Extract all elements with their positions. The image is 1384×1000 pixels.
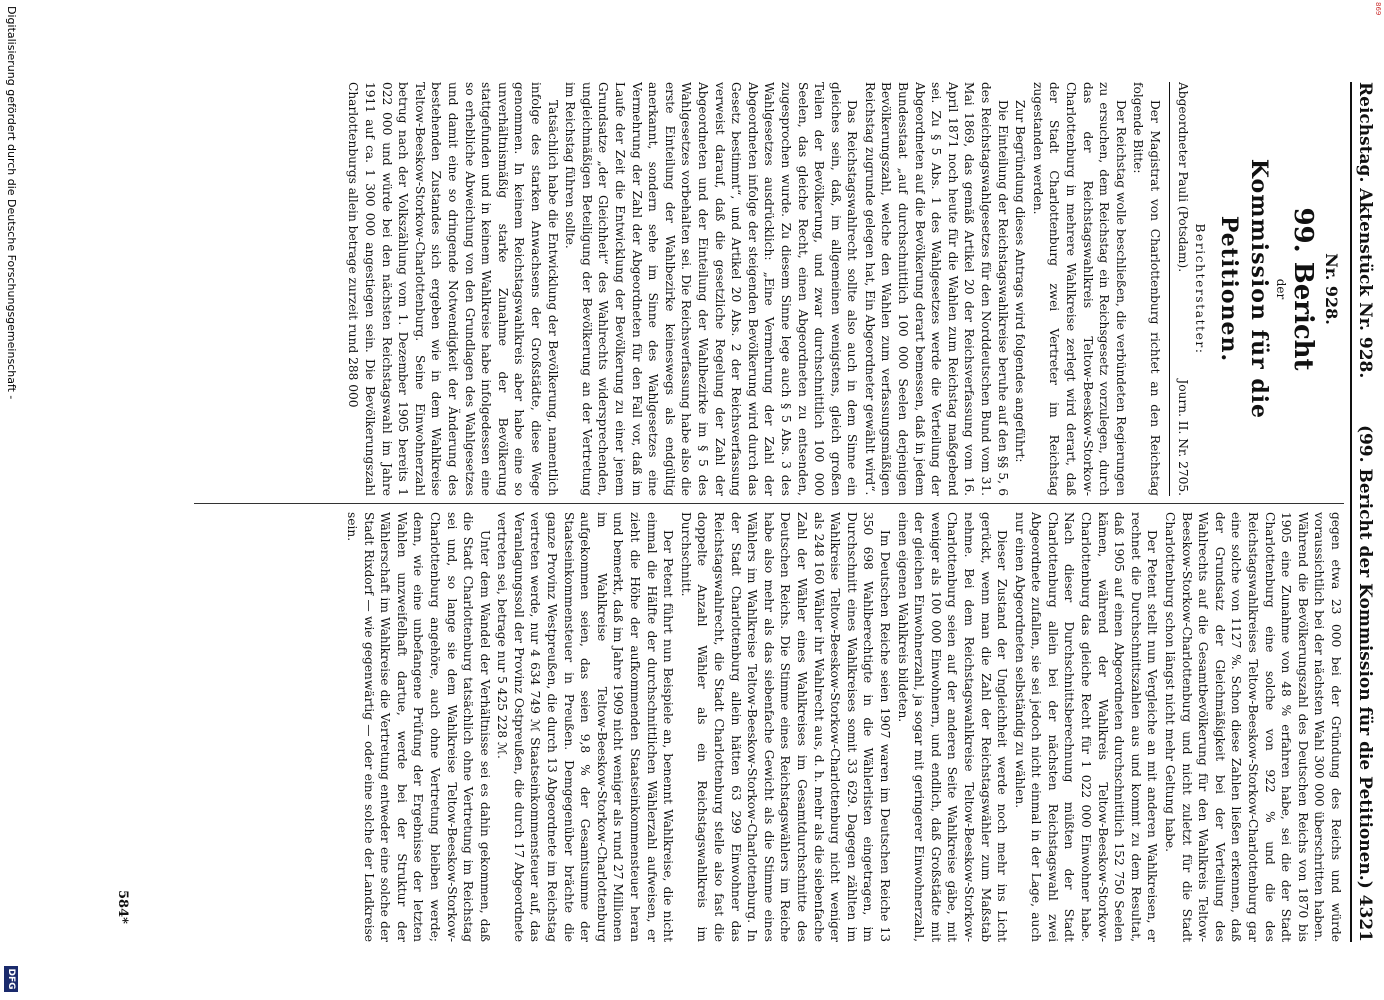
running-header <box>1350 82 1378 942</box>
reporter-label: Berichterstatter: <box>1193 223 1207 355</box>
report-title: 99. Bericht <box>1288 207 1318 371</box>
right-paragraph-5: Der Petent führt nun Beispiele an, benennt Wahlkreise, die nicht einmal die Hälfte der durchschnittlichen Wählerzahl aufweisen, er zieht die Höhe der aufkommenden Staatseinkommensteuer heran und bemerkt, daß im Jahre 1909 nicht weniger als rund 27 Millionen im Wahlkreise Teltow-Beeskow-Storkow-Charlottenburg aufgekommen seien, das seien 9,8 % der Gesamtsumme der Staatseinkommensteuer in Preußen. Demgegenüber brächte die ganze Provinz Westpreußen, die durch 13 Abgeordnete im Reichstag vertreten werde, nur 4 634 749 ℳ Staatseinkommensteuer auf, das Veranlagungssoll der Provinz Ostpreußen, die durch 17 Abgeordnete vertreten sei, betrage nur 5 425 228 ℳ. <box>495 512 676 942</box>
header-left: Reichstag. Aktenstück Nr. 928. <box>1355 82 1375 379</box>
left-paragraph-4: Die Einteilung der Reichstagswahlkreise beruhe auf den §§ 5, 6 des Reichstagswahlgesetzes für den Norddeutschen Bund vom 31. Mai 1869, das gemäß Artikel 20 der Reichsverfassung vom 16. April 1871 noch heute für die Wahlen zum Reichstag maßgebend sei. Zu § 5 Abs. 1 des Wahlgesetzes werde die Verteilung der Abgeordneten auf die Bevölkerung derart bemessen, daß in jedem Bundesstaat „auf durchschnittlich 100 000 Seelen derjenigen Bevölkerungszahl, welche den Wahlen zum verfassungsmäßigen Reichstag zugrunde gelegen hat, Ein Abgeordneter gewählt wird“. <box>862 82 1010 496</box>
right-paragraph-3: Dieser Zustand der Ungleichheit werde noch mehr ins Licht gerückt, wenn man die Zahl der Reichstagswähler zum Maßstab nehme. Bei dem Reichstagswahlkreise Teltow-Beeskow-Storkow-Charlottenburg seien auf der anderen Seite Wahlkreise gäbe, mit weniger als 100 000 Einwohnern, und endlich, daß Großstädte mit der gleichen Einwohnerzahl, ja sogar mit geringerer Einwohnerzahl, einen eigenen Wahlkreis bildeten. <box>895 512 1010 942</box>
left-paragraph-5: Das Reichstagswahlrecht sollte also auch in dem Sinne ein gleiches sein, daß, im allgemeinen wenigstens, gleich großen Teilen der Bevölkerung, und zwar durchschnittlich 100 000 Seelen, das gleiche Recht, einen Abgeordneten zu entsenden, zugesprochen wurde. Zu diesem Sinne lege auch § 5 Abs. 3 des Wahlgesetzes ausdrücklich: „Eine Vermehrung der Zahl der Abgeordneten infolge der steigenden Bevölkerung wird durch das Gesetz bestimmt“, und Artikel 20 Abs. 2 der Reichsverfassung verweist darauf, daß die gesetzliche Regelung der Zahl der Abgeordneten und der Einteilung der Wahlbezirke im § 5 des Wahlgesetzes vorbehalten sei. Die Reichsverfassung habe also die erste Einteilung der Wahlbezirke keineswegs als endgültig anerkannt, sondern sehe im Sinne des Wahlgesetzes eine Vermehrung der Zahl der Abgeordneten für den Fall vor, daß im Laufe der Zeit die Entwicklung der Bevölkerung zu einer jenem Grundsatze „der Gleichheit“ des Wahlrechts widersprechenden, ungleichmäßigen Beteiligung der Bevölkerung an der Vertretung im Reichstag führen sollte. <box>563 82 860 496</box>
right-paragraph-4: Im Deutschen Reiche seien 1907 waren im Deutschen Reiche 13 350 698 Wahlberechtigte in die Wählerlisten eingetragen, im Durchschnitt eines Wahlkreises somit 33 629. Dagegen zählten im Wahlkreise Teltow-Beeskow-Storkow-Charlottenburg nicht weniger als 248 160 Wähler ihr Wahlrecht aus, d. h. mehr als die siebenfache Zahl der Wähler eines Wahlkreises im Gesamtdurchschnitte des Deutschen Reichs. Die Stimme eines Reichstagswählers im Reiche habe also mehr als das siebenfache Gewicht als die Stimme eines Wählers im Wahlkreise Teltow-Beeskow-Storkow-Charlottenburg. In der Stadt Charlottenburg allein hätten 63 299 Einwohner das Reichstagswahlrecht, die Stadt Charlottenburg stelle also fast die doppelte Anzahl Wähler als ein Reichstagswahlkreis im Durchschnitt. <box>678 512 892 942</box>
left-paragraph-1: Der Magistrat von Charlottenburg richtet an den Reichstag folgende Bitte: <box>1131 82 1162 496</box>
credit-text: Digitalisierung gefördert durch die Deutsche Forschungsgemeinschaft - <box>5 6 18 400</box>
document-number: Nr. 928. <box>1322 253 1341 325</box>
corner-page-mark: 869 <box>1374 2 1382 16</box>
left-paragraph-3: Zur Begründung dieses Antrags wird folgendes angeführt: <box>1013 100 1028 463</box>
reporter-line <box>1174 82 1192 496</box>
reporter-name: Abgeordneter Pauli (Potsdam). <box>1176 82 1190 273</box>
digitization-credit <box>2 0 20 1000</box>
column-divider <box>194 503 1344 504</box>
left-paragraph-6: Tatsächlich habe die Entwicklung der Bevölkerung, namentlich infolge des starken Anwachsens der Großstädte, diese Wege genommen. In keinem Reichstagswahlkreis aber habe eine so unverhältnismäßig starke Zunahme der Bevölkerung stattgefunden und in keinem Wahlkreise habe infolgedessen eine so erhebliche Abweichung von den Grundlagen des Wahlgesetzes und damit eine so dringende Notwendigkeit der Änderung des bestehenden Zustandes sich ergeben wie in dem Wahlkreise Teltow-Beeskow-Storkow-Charlottenburg. Seine Einwohnerzahl betrug nach der Volkszählung vom 1. Dezember 1905 bereits 1 022 000 und würde bei den nächsten Reichstagswahl im Jahre 1911 auf ca. 1 300 000 angestiegen sein. Die Bevölkerungszahl Charlottenburgs allein betrage zurzeit rund 288 000 <box>346 82 560 496</box>
right-paragraph-1: gegen etwa 23 000 bei der Gründung des Reichs und würde voraussichtlich bei der nächsten Wahl 300 000 überschritten haben. Während die Bevölkerungszahl des Deutschen Reichs von 1870 bis 1905 eine Zunahme von 48 % erfahren habe, sei die der Stadt Charlottenburg eine solche von 922 % und die des Reichstagswahlkreises Teltow-Beeskow-Storkow-Charlottenburg gar eine solche von 1127 %. Schon diese Zahlen ließen erkennen, daß der Grundsatz der Gleichmäßigkeit bei der Verteilung des Wahlrechts auf die Gesamtbevölkerung für den Wahlkreis Teltow-Beeskow-Storkow-Charlottenburg und nicht zuletzt für die Stadt Charlottenburg schon längst nicht mehr Geltung habe. <box>1163 512 1343 942</box>
header-right: (99. Bericht der Kommission für die Petitionen.) 4321 <box>1355 424 1375 942</box>
title-der: der <box>1274 278 1288 300</box>
title-rule <box>1169 82 1170 496</box>
left-column <box>108 82 1344 496</box>
right-paragraph-2: Der Petent stellt nun Vergleiche an mit anderen Wahlkreisen, er rechnet die Durchschnittszahlen aus und kommt zu dem Resultat, daß 1905 auf einen Abgeordneten durchschnittlich 152 750 Seelen kämen, während der Wahlkreis Teltow-Beeskow-Storkow-Charlottenburg das gleiche Recht für 1 022 000 Einwohner habe. Nach dieser Durchschnittsberechnung müßten der Stadt Charlottenburg allein bei der nächsten Reichstagswahl zwei Abgeordnete zufallen, sie sei jedoch nicht einmal in der Lage, auch nur einen Abgeordneten selbständig zu wählen. <box>1012 512 1160 942</box>
right-column <box>108 512 1344 942</box>
right-paragraph-6: Unter dem Wandel der Verhältnisse sei es dahin gekommen, daß die Stadt Charlottenburg tatsächlich ohne Vertretung im Reichstag sei und, so lange sie dem Wahlkreise Teltow-Beeskow-Storkow-Charlottenburg angehöre, auch ohne Vertretung bleiben werde; denn, wie eine unbefangene Prüfung der Ergebnisse der letzten Wahlen unzweifelhaft dartue, werde bei der Struktur der Wählerschaft im Wahlkreise die Vertretung entweder eine solche der Stadt Rixdorf — wie gegenwärtig — oder eine solche der Landkreise sein. <box>344 512 492 942</box>
commission-title: Kommission für die Petitionen. <box>1216 158 1272 420</box>
petition-text: Der Reichstag wolle beschließen, die verbündeten Regierungen zu ersuchen, dem Reichstag ein Reichsgesetz vorzulegen, durch das der Reichstagswahlkreis Teltow-Beeskow-Storkow-Charlottenburg in mehrere Wahlkreise zerlegt wird derart, daß der Stadt Charlottenburg zwei Vertreter im Reichstag zugestanden werden. <box>1030 82 1128 496</box>
signature-number: 584* <box>115 890 130 924</box>
journal-number: Journ. II. Nr. 2705. <box>1176 379 1190 496</box>
dfg-logo-icon: DFG <box>4 966 18 992</box>
